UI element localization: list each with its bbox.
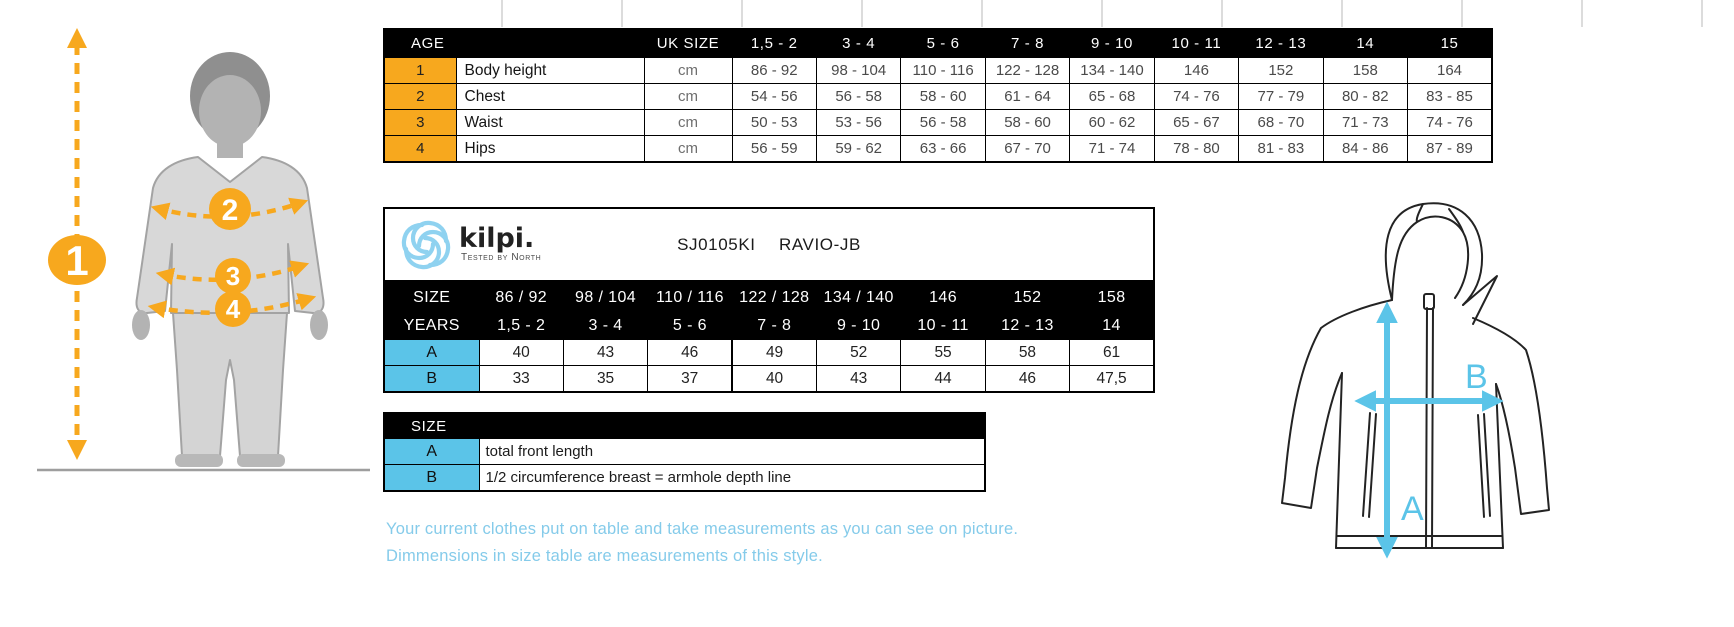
value-cell: 152 [1239, 58, 1323, 84]
value-cell: 74 - 76 [1408, 110, 1492, 136]
value-cell: 86 - 92 [732, 58, 816, 84]
legend-label-cell: B [384, 465, 479, 492]
size-header-row [384, 283, 1154, 312]
value-cell: 59 - 62 [816, 136, 900, 163]
size-col-header: 98 / 104 [563, 283, 647, 312]
legend-description-cell: 1/2 circumference breast = armhole depth line [479, 465, 985, 492]
right-pocket [1478, 414, 1490, 517]
dimension-label-cell: B [384, 366, 479, 393]
value-cell: 56 - 58 [816, 84, 900, 110]
size-label-header: SIZE [384, 283, 479, 312]
size-col-header: 134 / 140 [817, 283, 901, 312]
dimension-value-cell: 43 [817, 366, 901, 393]
value-cell: 83 - 85 [1408, 84, 1492, 110]
product-code: SJ0105KI [677, 234, 756, 254]
value-cell: 71 - 74 [1070, 136, 1154, 163]
neck [217, 136, 243, 158]
value-cell: 134 - 140 [1070, 58, 1154, 84]
value-cell: 58 - 60 [985, 110, 1069, 136]
measure-header-row [384, 29, 1492, 58]
note-line-1: Your current clothes put on table and take measurements as you can see on picture. [386, 520, 1019, 538]
dimension-value-cell: 49 [732, 340, 816, 366]
measurement-note [386, 516, 1018, 569]
years-col-header: 5 - 6 [648, 312, 732, 340]
value-cell: 80 - 82 [1323, 84, 1407, 110]
legend-header: SIZE [384, 413, 985, 439]
years-col-header: 7 - 8 [732, 312, 816, 340]
age-col-header: 12 - 13 [1239, 29, 1323, 58]
value-cell: 71 - 73 [1323, 110, 1407, 136]
zipper-pull [1424, 294, 1434, 309]
value-cell: 61 - 64 [985, 84, 1069, 110]
unit-cell: cm [644, 84, 732, 110]
size-col-header: 86 / 92 [479, 283, 563, 312]
value-cell: 65 - 67 [1154, 110, 1238, 136]
pants [173, 313, 287, 456]
product-header-box [383, 207, 1155, 282]
left-pocket [1363, 413, 1376, 517]
dimension-value-cell: 40 [732, 366, 816, 393]
size-col-header: 146 [901, 283, 985, 312]
value-cell: 98 - 104 [816, 58, 900, 84]
years-col-header: 14 [1070, 312, 1154, 340]
age-col-header: 5 - 6 [901, 29, 985, 58]
measure-row-body-height [384, 58, 1492, 84]
dimension-value-cell: 46 [648, 340, 732, 366]
years-col-header: 3 - 4 [563, 312, 647, 340]
left-shoe [175, 454, 223, 467]
spreadsheet-gridlines [383, 0, 1734, 27]
value-cell: 110 - 116 [901, 58, 985, 84]
dimension-value-cell: 52 [817, 340, 901, 366]
dimension-value-cell: 37 [648, 366, 732, 393]
value-cell: 146 [1154, 58, 1238, 84]
years-col-header: 9 - 10 [817, 312, 901, 340]
dimension-value-cell: 40 [479, 340, 563, 366]
measure-row-chest [384, 84, 1492, 110]
marker-1-number: 1 [65, 237, 89, 284]
value-cell: 68 - 70 [1239, 110, 1323, 136]
child-measurement-figure [25, 8, 375, 478]
note-line-2: Dimmensions in size table are measurements of this style. [386, 546, 823, 565]
zipper-line [1426, 308, 1433, 548]
row-label-cell: Hips [456, 136, 644, 163]
dimension-value-cell: 35 [563, 366, 647, 393]
value-cell: 54 - 56 [732, 84, 816, 110]
value-cell: 53 - 56 [816, 110, 900, 136]
measure-row-waist [384, 110, 1492, 136]
value-cell: 84 - 86 [1323, 136, 1407, 163]
value-cell: 56 - 59 [732, 136, 816, 163]
age-col-header: 9 - 10 [1070, 29, 1154, 58]
right-shoe [237, 454, 285, 467]
value-cell: 60 - 62 [1070, 110, 1154, 136]
body-measurements-table [383, 28, 1493, 163]
jacket-diagram [1185, 158, 1565, 568]
row-label-cell: Waist [456, 110, 644, 136]
value-cell: 63 - 66 [901, 136, 985, 163]
jacket-label-b: B [1465, 358, 1488, 396]
value-cell: 164 [1408, 58, 1492, 84]
unit-cell: cm [644, 136, 732, 163]
left-hand [132, 310, 150, 340]
jacket-label-a: A [1401, 490, 1424, 528]
value-cell: 122 - 128 [985, 58, 1069, 84]
dimension-value-cell: 46 [985, 366, 1069, 393]
uk-size-header: UK SIZE [644, 29, 732, 58]
body-left [1336, 373, 1342, 548]
product-name: RAVIO-JB [778, 234, 861, 254]
value-cell: 67 - 70 [985, 136, 1069, 163]
legend-row-b [384, 465, 985, 492]
legend-label-cell: A [384, 439, 479, 465]
marker-4-number: 4 [225, 294, 241, 324]
garment-size-table [383, 282, 1155, 393]
row-label-cell: Body height [456, 58, 644, 84]
legend-header-row [384, 413, 985, 439]
row-number-cell: 2 [384, 84, 456, 110]
value-cell: 65 - 68 [1070, 84, 1154, 110]
age-col-header: 14 [1323, 29, 1407, 58]
size-col-header: 110 / 116 [648, 283, 732, 312]
age-header: AGE [384, 29, 644, 58]
dimension-legend-table [383, 412, 986, 492]
product-title [385, 235, 1153, 255]
value-cell: 58 - 60 [901, 84, 985, 110]
years-col-header: 10 - 11 [901, 312, 985, 340]
value-cell: 81 - 83 [1239, 136, 1323, 163]
jacket-measure-arrows [1363, 310, 1495, 550]
value-cell: 158 [1323, 58, 1407, 84]
value-cell: 74 - 76 [1154, 84, 1238, 110]
years-col-header: 1,5 - 2 [479, 312, 563, 340]
age-col-header: 3 - 4 [816, 29, 900, 58]
legend-description-cell: total front length [479, 439, 985, 465]
marker-2-number: 2 [221, 194, 239, 227]
years-header-row [384, 312, 1154, 340]
marker-3-badge [215, 258, 251, 294]
years-col-header: 12 - 13 [985, 312, 1069, 340]
unit-cell: cm [644, 58, 732, 84]
value-cell: 77 - 79 [1239, 84, 1323, 110]
dimension-row-b [384, 366, 1154, 393]
dimension-value-cell: 61 [1070, 340, 1154, 366]
dimension-value-cell: 55 [901, 340, 985, 366]
dimension-value-cell: 43 [563, 340, 647, 366]
age-col-header: 10 - 11 [1154, 29, 1238, 58]
size-col-header: 152 [985, 283, 1069, 312]
dimension-label-cell: A [384, 340, 479, 366]
value-cell: 78 - 80 [1154, 136, 1238, 163]
value-cell: 56 - 58 [901, 110, 985, 136]
marker-2-badge [209, 188, 251, 230]
age-col-header: 15 [1408, 29, 1492, 58]
dimension-value-cell: 33 [479, 366, 563, 393]
collar-flap [1463, 276, 1497, 324]
age-col-header: 1,5 - 2 [732, 29, 816, 58]
marker-1-badge [48, 235, 106, 285]
hood-inner [1392, 217, 1468, 300]
row-number-cell: 1 [384, 58, 456, 84]
row-number-cell: 4 [384, 136, 456, 163]
hem [1336, 536, 1503, 548]
body-right [1496, 384, 1503, 548]
dimension-value-cell: 58 [985, 340, 1069, 366]
dimension-row-a [384, 340, 1154, 366]
years-label-header: YEARS [384, 312, 479, 340]
row-label-cell: Chest [456, 84, 644, 110]
legend-row-a [384, 439, 985, 465]
size-col-header: 158 [1070, 283, 1154, 312]
marker-4-badge [215, 291, 251, 327]
brand-name: kilpi. [459, 223, 535, 254]
value-cell: 50 - 53 [732, 110, 816, 136]
age-col-header: 7 - 8 [985, 29, 1069, 58]
size-col-header: 122 / 128 [732, 283, 816, 312]
brand-tagline: Tested by North [461, 252, 542, 263]
unit-cell: cm [644, 110, 732, 136]
dimension-value-cell: 47,5 [1070, 366, 1154, 393]
row-number-cell: 3 [384, 110, 456, 136]
right-hand [310, 310, 328, 340]
marker-3-number: 3 [225, 261, 241, 291]
value-cell: 87 - 89 [1408, 136, 1492, 163]
dimension-value-cell: 44 [901, 366, 985, 393]
